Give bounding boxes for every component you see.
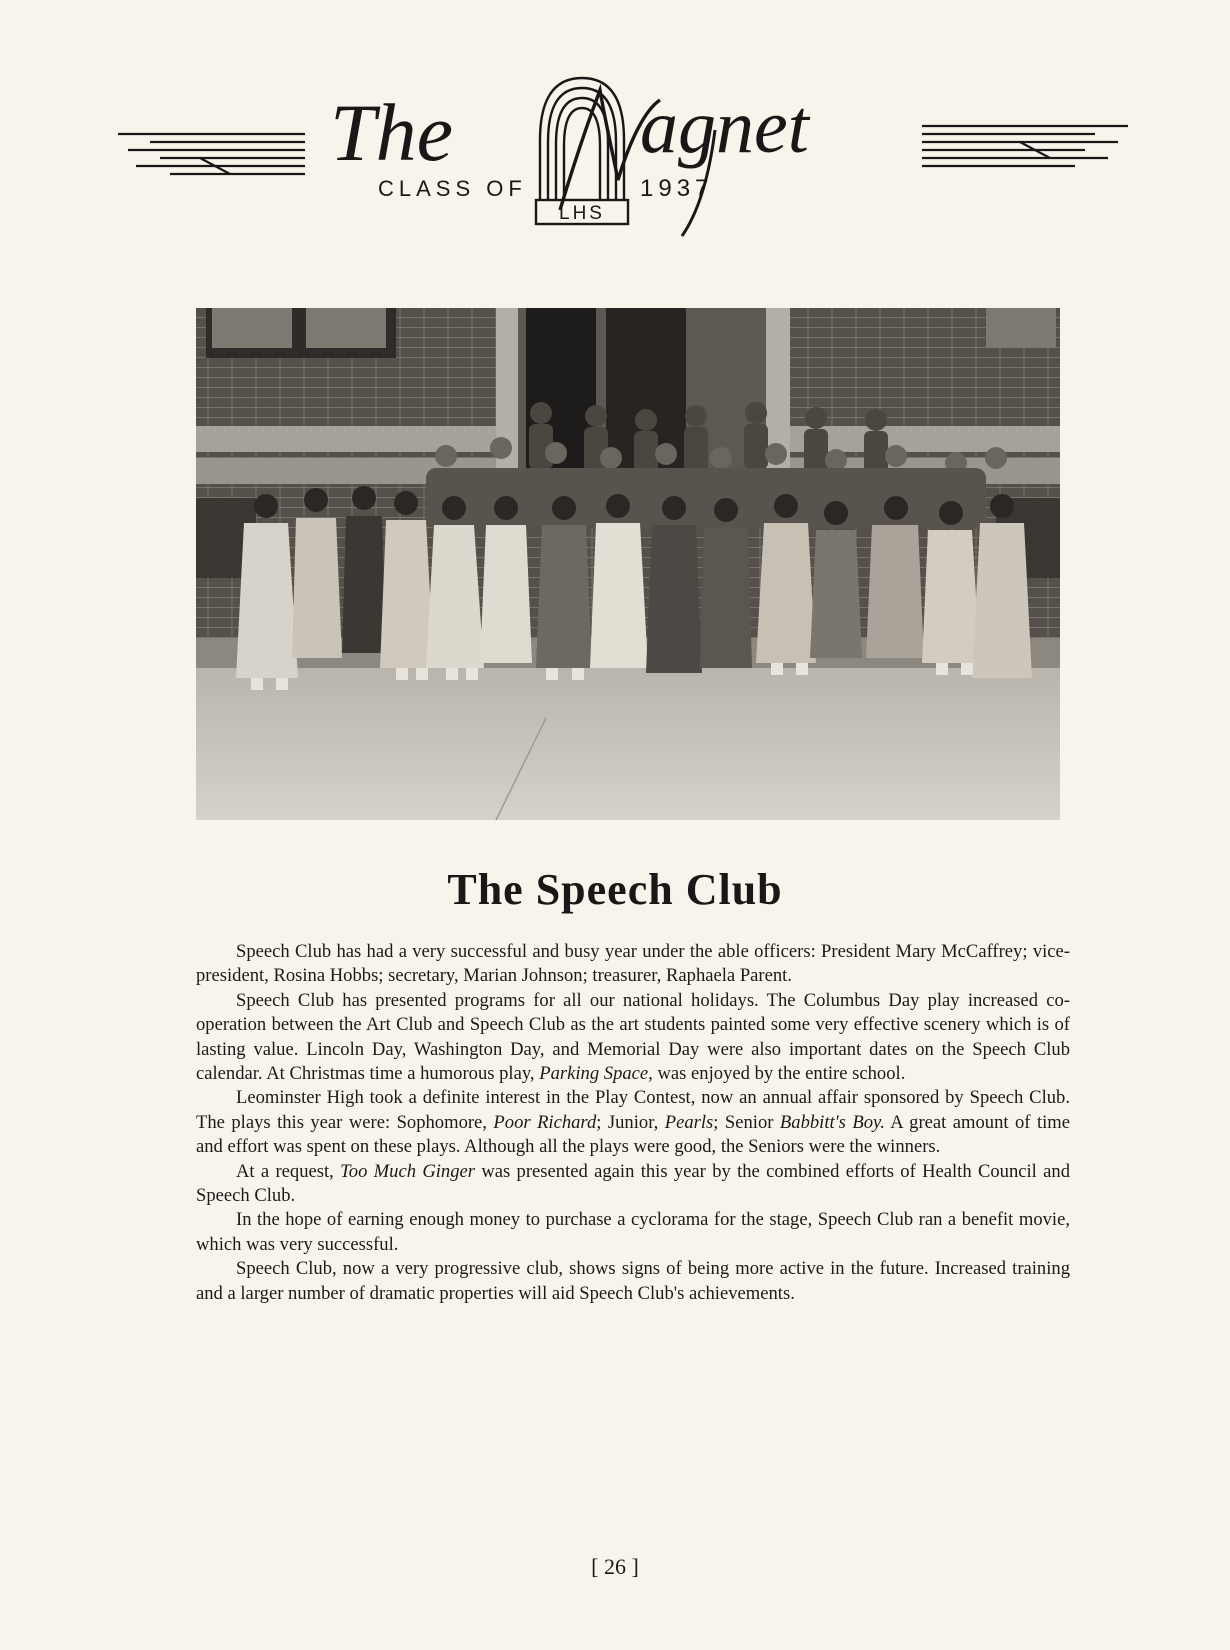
paragraph-6: Speech Club, now a very progressive club, shows signs of being more active in the future. Increased training and a larger number of dramatic properties will aid Speech Club's achievements.: [196, 1258, 1070, 1304]
group-photo-image: [196, 308, 1060, 820]
paragraph-1: Speech Club has had a very successful and busy year under the able officers: President Mary McCaffrey; vice-president, Rosina Hobbs; secretary, Marian Johnson; treasurer, Raphaela Parent.: [196, 941, 1070, 987]
masthead: [0, 60, 1230, 260]
title-magnet: agnet: [640, 85, 809, 169]
play-title: Parking Space,: [539, 1063, 653, 1085]
paragraph-3: Leominster High took a definite interest in the Play Contest, now an annual affair sponsored by Speech Club. The plays this year were: Sophomore, Poor Richard; Junior, Pearls; Senior Babbitt's Boy. A great amount of time and effort was spent on these plays. Although all the plays were good, the Seniors were the winners.: [196, 1087, 1070, 1158]
school-badge: LHS: [559, 203, 605, 224]
right-speed-lines-icon: [922, 126, 1128, 166]
magnet-logo: [0, 60, 1230, 260]
play-title: Poor Richard: [493, 1111, 597, 1133]
page-number: [ 26 ]: [591, 1554, 639, 1579]
paragraph-2: Speech Club has presented programs for all our national holidays. The Columbus Day play increased co-operation between the Art Club and Speech Club as the art students painted some very effective scenery which is of lasting value. Lincoln Day, Washington Day, and Memorial Day were also important dates on the Speech Club calendar. At Christmas time a humorous play, Parking Space, was enjoyed by the entire school.: [196, 989, 1070, 1085]
section-title: The Speech Club: [447, 865, 783, 914]
class-year: 1937: [640, 175, 714, 202]
paragraph-4: At a request, Too Much Ginger was presented again this year by the combined efforts of Health Council and Speech Club.: [196, 1160, 1070, 1207]
left-speed-lines-icon: [118, 134, 305, 174]
title-the: The: [330, 87, 453, 178]
play-title: Babbitt's Boy.: [779, 1111, 885, 1133]
play-title: Too Much Ginger: [340, 1160, 476, 1182]
play-title: Pearls: [664, 1111, 714, 1133]
class-of-label: CLASS OF: [378, 176, 527, 201]
group-photo: [196, 308, 1060, 820]
article-body: [196, 940, 1070, 1306]
paragraph-5: In the hope of earning enough money to purchase a cyclorama for the stage, Speech Club ran a benefit movie, which was very successful.: [196, 1209, 1070, 1255]
